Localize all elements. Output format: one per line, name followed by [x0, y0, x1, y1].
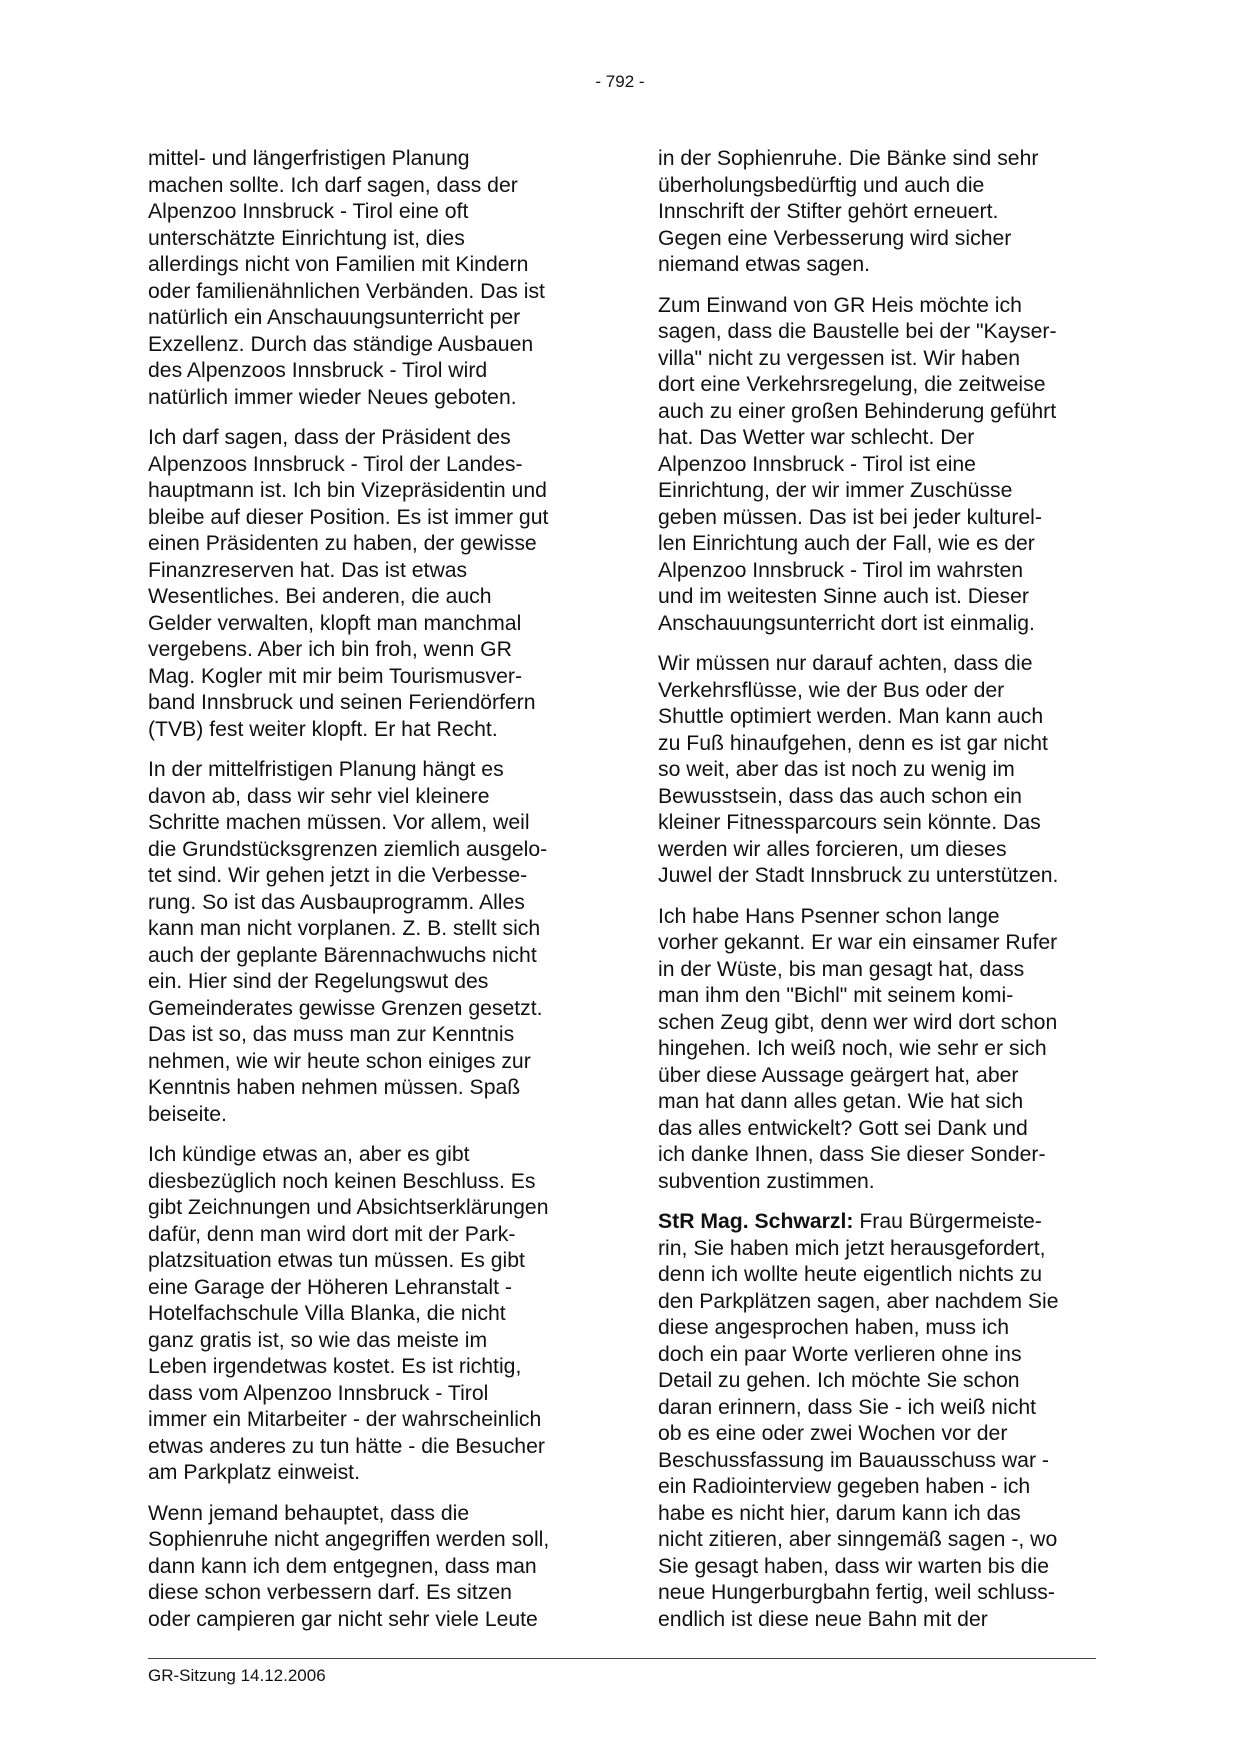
- text-line: eine Garage der Höheren Lehranstalt -: [148, 1275, 512, 1299]
- text-line: ganz gratis ist, so wie das meiste im: [148, 1328, 488, 1352]
- text-line: man hat dann alles getan. Wie hat sich: [658, 1090, 1024, 1113]
- text-line: kleiner Fitnessparcours sein könnte. Das: [658, 811, 1041, 834]
- text-line: Alpenzoos Innsbruck - Tirol der Landes-: [148, 452, 523, 476]
- text-line: natürlich immer wieder Neues geboten.: [148, 385, 517, 409]
- footer-text: GR-Sitzung 14.12.2006: [148, 1666, 326, 1685]
- text-line: geben müssen. Das ist bei jeder kulturel-: [658, 505, 1042, 529]
- text-line: platzsituation etwas tun müssen. Es gibt: [148, 1249, 525, 1272]
- left-column: [148, 146, 608, 1647]
- text-line: diesbezüglich noch keinen Beschluss. Es: [148, 1169, 536, 1193]
- text-line: Ich kündige etwas an, aber es gibt: [148, 1143, 470, 1166]
- text-line: dafür, denn man wird dort mit der Park-: [148, 1222, 516, 1246]
- paragraph: [148, 425, 608, 743]
- text-line: Finanzreserven hat. Das ist etwas: [148, 558, 468, 582]
- text-line: beiseite.: [148, 1102, 227, 1126]
- text-line: len Einrichtung auch der Fall, wie es der: [658, 532, 1035, 555]
- speaker-paragraph: [658, 1209, 1118, 1633]
- text-line: natürlich ein Anschauungsunterricht per: [148, 306, 521, 329]
- speaker-first-line: Frau Bürgermeiste-: [853, 1210, 1042, 1233]
- text-line: hauptmann ist. Ich bin Vizepräsidentin und: [148, 479, 547, 502]
- text-line: und im weitesten Sinne auch ist. Dieser: [658, 585, 1029, 608]
- text-line: überholungsbedürftig und auch die: [658, 173, 985, 197]
- text-line: immer ein Mitarbeiter - der wahrscheinlich: [148, 1408, 542, 1431]
- text-line: in der Sophienruhe. Die Bänke sind sehr: [658, 147, 1039, 170]
- paragraph: [658, 651, 1118, 890]
- text-line: in der Wüste, bis man gesagt hat, dass: [658, 957, 1025, 981]
- text-line: sagen, dass die Baustelle bei der "Kayser-: [658, 320, 1057, 343]
- text-line: machen sollte. Ich darf sagen, dass der: [148, 173, 518, 197]
- text-line: oder familienähnlichen Verbänden. Das ist: [148, 279, 545, 303]
- text-line: subvention zustimmen.: [658, 1169, 875, 1193]
- text-line: die Grundstücksgrenzen ziemlich ausgelo-: [148, 837, 548, 861]
- text-line: Ich habe Hans Psenner schon lange: [658, 904, 1000, 928]
- paragraph: [658, 293, 1118, 638]
- paragraph: [658, 146, 1118, 279]
- text-line: Alpenzoo Innsbruck - Tirol ist eine: [658, 452, 976, 476]
- text-line: nehmen, wie wir heute schon einiges zur: [148, 1049, 531, 1073]
- text-line: Alpenzoo Innsbruck - Tirol eine oft: [148, 200, 469, 223]
- text-line: Alpenzoo Innsbruck - Tirol im wahrsten: [658, 558, 1024, 582]
- text-line: Kenntnis haben nehmen müssen. Spaß: [148, 1076, 521, 1099]
- text-line: hingehen. Ich weiß noch, wie sehr er sich: [658, 1037, 1047, 1060]
- right-column: [658, 146, 1118, 1647]
- text-line: niemand etwas sagen.: [658, 253, 871, 276]
- text-line: gibt Zeichnungen und Absichtserklärungen: [148, 1196, 549, 1219]
- text-line: Juwel der Stadt Innsbruck zu unterstützen.: [658, 864, 1059, 887]
- text-line: Zum Einwand von GR Heis möchte ich: [658, 293, 1022, 317]
- paragraph: [148, 146, 608, 411]
- text-line: Shuttle optimiert werden. Man kann auch: [658, 705, 1044, 728]
- text-line: auch der geplante Bärennachwuchs nicht: [148, 943, 537, 967]
- text-line: In der mittelfristigen Planung hängt es: [148, 758, 504, 781]
- text-line: bleibe auf dieser Position. Es ist immer gut: [148, 505, 549, 529]
- text-line: auch zu einer großen Behinderung geführt: [658, 399, 1057, 423]
- text-line: so weit, aber das ist noch zu wenig im: [658, 758, 1015, 781]
- text-line: ob es eine oder zwei Wochen vor der: [658, 1422, 1008, 1445]
- text-line: Gegen eine Verbesserung wird sicher: [658, 226, 1012, 250]
- text-line: Anschauungsunterricht dort ist einmalig.: [658, 611, 1035, 635]
- text-line: Mag. Kogler mit mir beim Tourismusver-: [148, 664, 523, 688]
- text-line: etwas anderes zu tun hätte - die Besucher: [148, 1434, 545, 1458]
- text-line: Innschrift der Stifter gehört erneuert.: [658, 200, 999, 223]
- text-line: band Innsbruck und seinen Feriendörfern: [148, 691, 536, 714]
- footer-divider: [148, 1658, 1096, 1659]
- text-line: davon ab, dass wir sehr viel kleinere: [148, 784, 490, 808]
- text-line: Sophienruhe nicht angegriffen werden soll,: [148, 1528, 550, 1551]
- paragraph: [148, 757, 608, 1128]
- text-line: Gemeinderates gewisse Grenzen gesetzt.: [148, 996, 543, 1020]
- text-line: Wesentliches. Bei anderen, die auch: [148, 585, 492, 608]
- text-line: endlich ist diese neue Bahn mit der: [658, 1607, 988, 1631]
- text-line: doch ein paar Worte verlieren ohne ins: [658, 1342, 1022, 1366]
- text-line: oder campieren gar nicht sehr viele Leute: [148, 1607, 538, 1631]
- paragraph: [148, 1501, 608, 1634]
- text-line: allerdings nicht von Familien mit Kindern: [148, 253, 529, 276]
- text-line: schen Zeug gibt, denn wer wird dort schon: [658, 1010, 1058, 1034]
- text-line: Gelder verwalten, klopft man manchmal: [148, 611, 522, 635]
- text-line: nicht zitieren, aber sinngemäß sagen -, wo: [658, 1528, 1058, 1551]
- text-line: mittel- und längerfristigen Planung: [148, 147, 470, 170]
- text-line: ein Radiointerview gegeben haben - ich: [658, 1475, 1031, 1498]
- text-line: vorher gekannt. Er war ein einsamer Rufer: [658, 931, 1058, 954]
- text-line: Hotelfachschule Villa Blanka, die nicht: [148, 1302, 506, 1325]
- text-line: Schritte machen müssen. Vor allem, weil: [148, 811, 530, 834]
- text-line: Wir müssen nur darauf achten, dass die: [658, 652, 1033, 675]
- text-line: daran erinnern, dass Sie - ich weiß nicht: [658, 1395, 1037, 1419]
- text-line: diese angesprochen haben, muss ich: [658, 1316, 1010, 1339]
- text-line: dann kann ich dem entgegnen, dass man: [148, 1554, 537, 1578]
- text-line: einen Präsidenten zu haben, der gewisse: [148, 532, 537, 555]
- text-line: villa" nicht zu vergessen ist. Wir haben: [658, 346, 1020, 370]
- text-line: kann man nicht vorplanen. Z. B. stellt sich: [148, 917, 541, 940]
- text-line: Leben irgendetwas kostet. Es ist richtig,: [148, 1355, 522, 1378]
- text-line: Exzellenz. Durch das ständige Ausbauen: [148, 332, 534, 356]
- text-line: Ich darf sagen, dass der Präsident des: [148, 426, 511, 449]
- text-line: unterschätzte Einrichtung ist, dies: [148, 226, 465, 250]
- text-line: dort eine Verkehrsregelung, die zeitweise: [658, 373, 1046, 396]
- text-line: denn ich wollte heute eigentlich nichts zu: [658, 1263, 1042, 1286]
- page-number: - 792 -: [595, 72, 645, 91]
- text-line: dass vom Alpenzoo Innsbruck - Tirol: [148, 1381, 489, 1405]
- text-line: vergebens. Aber ich bin froh, wenn GR: [148, 638, 512, 661]
- text-line: man ihm den "Bichl" mit seinem komi-: [658, 984, 1014, 1007]
- text-line: Beschussfassung im Bauausschuss war -: [658, 1448, 1049, 1472]
- text-line: ich danke Ihnen, dass Sie dieser Sonder-: [658, 1143, 1046, 1166]
- paragraph: [658, 904, 1118, 1196]
- text-line: das alles entwickelt? Gott sei Dank und: [658, 1116, 1028, 1140]
- paragraph: [148, 1142, 608, 1487]
- text-line: habe es nicht hier, darum kann ich das: [658, 1501, 1021, 1525]
- text-line: Bewusstsein, dass das auch schon ein: [658, 784, 1022, 808]
- text-line: ein. Hier sind der Regelungswut des: [148, 970, 489, 993]
- text-line: Einrichtung, der wir immer Zuschüsse: [658, 479, 1013, 502]
- text-line: am Parkplatz einweist.: [148, 1461, 360, 1484]
- text-line: tet sind. Wir gehen jetzt in die Verbesse-: [148, 864, 528, 887]
- text-line: hat. Das Wetter war schlecht. Der: [658, 426, 975, 449]
- text-line: Verkehrsflüsse, wie der Bus oder der: [658, 678, 1005, 702]
- text-line: Das ist so, das muss man zur Kenntnis: [148, 1023, 515, 1046]
- speaker-name: StR Mag. Schwarzl:: [658, 1210, 854, 1233]
- text-line: neue Hungerburgbahn fertig, weil schluss-: [658, 1581, 1055, 1604]
- text-line: (TVB) fest weiter klopft. Er hat Recht.: [148, 717, 498, 741]
- text-line: zu Fuß hinaufgehen, denn es ist gar nicht: [658, 731, 1048, 755]
- text-line: über diese Aussage geärgert hat, aber: [658, 1063, 1019, 1087]
- text-line: diese schon verbessern darf. Es sitzen: [148, 1581, 512, 1604]
- text-line: rung. So ist das Ausbauprogramm. Alles: [148, 890, 525, 914]
- text-line: des Alpenzoos Innsbruck - Tirol wird: [148, 359, 488, 382]
- text-line: rin, Sie haben mich jetzt herausgefordert,: [658, 1236, 1046, 1260]
- text-line: Detail zu gehen. Ich möchte Sie schon: [658, 1369, 1020, 1392]
- text-line: werden wir alles forcieren, um dieses: [658, 837, 1007, 861]
- text-line: den Parkplätzen sagen, aber nachdem Sie: [658, 1289, 1059, 1313]
- text-line: Wenn jemand behauptet, dass die: [148, 1501, 470, 1525]
- text-line: Sie gesagt haben, dass wir warten bis die: [658, 1554, 1050, 1578]
